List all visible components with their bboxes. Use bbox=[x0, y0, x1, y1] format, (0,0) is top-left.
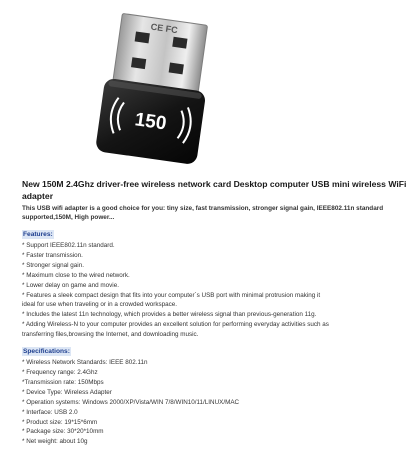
specifications-list bbox=[22, 358, 410, 447]
device-badge: 150 bbox=[133, 109, 168, 135]
list-item: * Product size: 19*15*6mm bbox=[22, 418, 98, 426]
list-item: * Features a sleek compact design that fits into your computer`s USB port with minimal protrusion making it bbox=[22, 291, 321, 299]
list-item: * Faster transmission. bbox=[22, 251, 83, 259]
product-description bbox=[22, 179, 410, 447]
product-image bbox=[0, 0, 416, 176]
usb-adapter-illustration bbox=[0, 0, 416, 176]
list-item: * Wireless Network Standards: IEEE 802.11n bbox=[22, 359, 148, 367]
list-item: * Support IEEE802.11n standard. bbox=[22, 242, 115, 249]
list-item: * Package size: 30*20*10mm bbox=[22, 428, 104, 436]
list-item: ideal for use when traveling or in a crowded workspace. bbox=[22, 301, 178, 309]
list-item: * Net weight: about 10g bbox=[22, 438, 88, 446]
list-item: * Interface: USB 2.0 bbox=[22, 408, 78, 416]
list-item: * Frequency range: 2.4Ghz bbox=[22, 368, 98, 376]
features-heading: Features: bbox=[23, 231, 53, 238]
specifications-heading: Specifications: bbox=[23, 348, 70, 356]
product-intro: This USB wifi adapter is a good choice for you: tiny size, fast transmission, stronger signal gain, IEEE802.11n standard supported,150M, High power... bbox=[22, 205, 384, 221]
list-item: * Stronger signal gain. bbox=[22, 261, 84, 269]
list-item: * Maximum close to the wired network. bbox=[22, 271, 130, 279]
product-title: New 150M 2.4Ghz driver-free wireless network card Desktop computer USB mini wireless WiFi adapter bbox=[22, 179, 407, 201]
list-item: transferring files,browsing the Internet, and downloading music. bbox=[22, 331, 199, 339]
list-item: * Includes the latest 11n technology, which provides a better wireless signal than previous-generation 11g. bbox=[22, 311, 317, 319]
list-item: * Device Type: Wireless Adapter bbox=[22, 388, 112, 396]
list-item: *Transmission rate: 150Mbps bbox=[22, 378, 104, 386]
list-item: * Adding Wireless-N to your computer provides an excellent solution for performing everyday activities such as bbox=[22, 321, 329, 329]
list-item: * Lower delay on game and movie. bbox=[22, 281, 119, 289]
list-item: * Operation systems: Windows 2000/XP/Vista/WIN 7/8/WIN10/11/LINUX/MAC bbox=[22, 398, 240, 406]
features-list bbox=[22, 241, 410, 340]
connector-markings: CE FC bbox=[150, 21, 179, 36]
